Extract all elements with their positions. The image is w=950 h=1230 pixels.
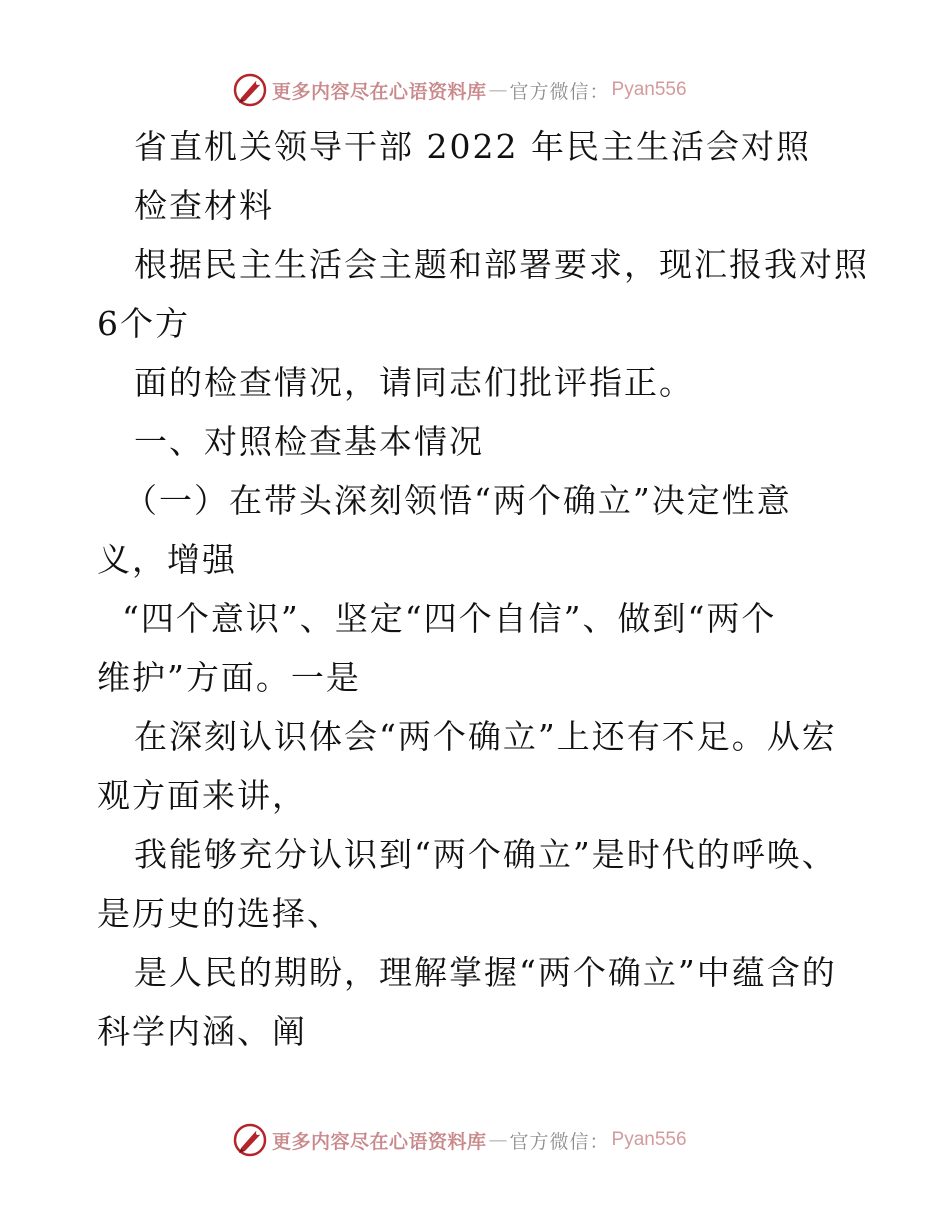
doc-line-8: 义，增强	[97, 540, 237, 579]
banner-dash: —	[488, 1129, 508, 1151]
doc-line-15: 是人民的期盼，理解掌握“两个确立”中蕴含的	[134, 953, 837, 992]
doc-title-line-1: 省直机关领导干部 2022 年民主生活会对照	[134, 127, 811, 166]
doc-line-14: 是历史的选择、	[97, 894, 342, 933]
doc-line-4: 6个方	[97, 304, 190, 343]
banner-wechat-id: Pyan556	[611, 1129, 687, 1150]
section-heading: 一、对照检查基本情况	[134, 422, 484, 461]
doc-line-3: 根据民主生活会主题和部署要求，现汇报我对照	[134, 245, 869, 284]
banner-wechat-id: Pyan556	[611, 79, 687, 100]
doc-line-9: “四个意识”、坚定“四个自信”、做到“两个	[122, 599, 777, 638]
banner-official: 官方微信：	[509, 80, 610, 103]
header-banner[interactable]	[232, 70, 687, 110]
banner-label: 更多内容尽在心语资料库	[272, 1130, 487, 1153]
banner-official: 官方微信：	[509, 1130, 610, 1153]
doc-line-16: 科学内涵、阐	[97, 1012, 307, 1051]
doc-line-13: 我能够充分认识到“两个确立”是时代的呼唤、	[134, 835, 837, 874]
doc-title-line-2: 检查材料	[134, 186, 274, 225]
subsection-heading: （一）在带头深刻领悟“两个确立”决定性意	[124, 481, 792, 520]
pen-logo-icon	[232, 72, 268, 108]
footer-banner[interactable]	[232, 1120, 687, 1160]
banner-label: 更多内容尽在心语资料库	[272, 80, 487, 103]
doc-line-10: 维护”方面。一是	[97, 658, 361, 697]
doc-line-11: 在深刻认识体会“两个确立”上还有不足。从宏	[134, 717, 837, 756]
doc-line-12: 观方面来讲，	[97, 776, 307, 815]
pen-logo-icon	[232, 1122, 268, 1158]
doc-line-5: 面的检查情况，请同志们批评指正。	[134, 363, 694, 402]
banner-dash: —	[488, 79, 508, 101]
